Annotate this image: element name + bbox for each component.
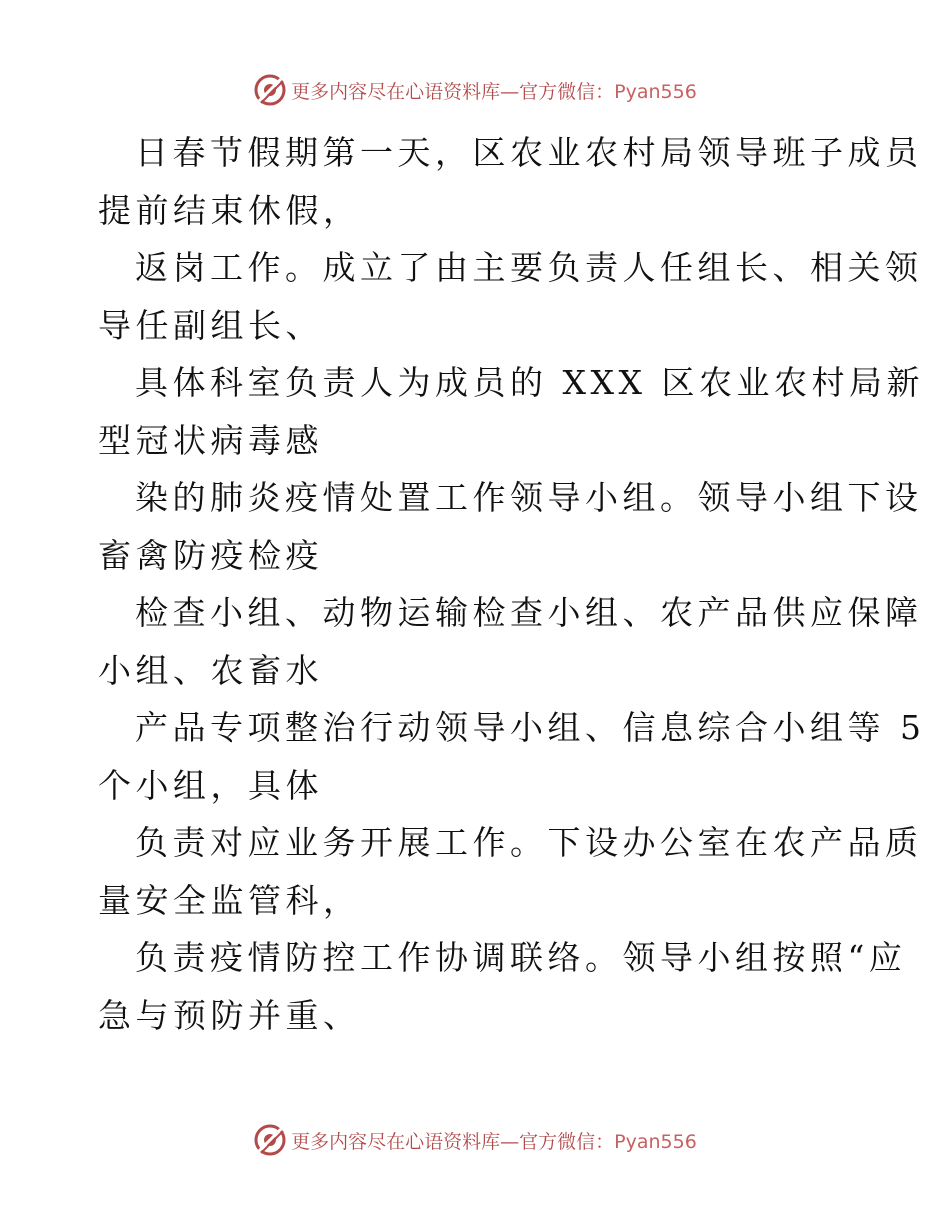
paragraph (98, 929, 907, 1044)
paragraph-line: 负责疫情防控工作协调联络。领导小组按照“应 (135, 938, 907, 977)
paragraph (98, 584, 923, 699)
paragraph-line: 负责对应业务开展工作。下设办公室在农产品质 (135, 823, 923, 862)
header-watermark-handle: Pyan556 (614, 80, 697, 103)
logo-icon (253, 1123, 287, 1157)
paragraph-line: 日春节假期第一天，区农业农村局领导班子成员 (135, 133, 923, 172)
paragraph-line: 型冠状病毒感 (98, 420, 323, 460)
footer-watermark-banner (0, 1120, 950, 1160)
paragraph (98, 354, 924, 469)
paragraph (98, 124, 923, 239)
paragraph-line: 急与预防并重、 (98, 995, 361, 1035)
paragraph-line: 畜禽防疫检疫 (98, 535, 323, 575)
header-watermark-banner (0, 70, 950, 110)
document-body (98, 124, 926, 1044)
paragraph (98, 814, 923, 929)
paragraph-line: 提前结束休假， (98, 190, 361, 230)
paragraph-line: 检查小组、动物运输检查小组、农产品供应保障 (135, 593, 923, 632)
footer-watermark-handle: Pyan556 (614, 1130, 697, 1153)
paragraph (98, 239, 923, 354)
footer-watermark-text: 更多内容尽在心语资料库—官方微信：Pyan556 (291, 1130, 697, 1153)
paragraph-line: 返岗工作。成立了由主要负责人任组长、相关领 (135, 248, 923, 287)
paragraph-line: 具体科室负责人为成员的 XXX 区农业农村局新 (135, 363, 924, 402)
header-watermark-text: 更多内容尽在心语资料库—官方微信：Pyan556 (291, 80, 697, 103)
paragraph-line: 小组、农畜水 (98, 650, 323, 690)
paragraph-line: 染的肺炎疫情处置工作领导小组。领导小组下设 (135, 478, 923, 517)
paragraph (98, 469, 923, 584)
logo-icon (253, 73, 287, 107)
paragraph-line: 产品专项整治行动领导小组、信息综合小组等 5 (135, 708, 926, 747)
paragraph (98, 699, 926, 814)
paragraph-line: 量安全监管科， (98, 880, 361, 920)
paragraph-line: 导任副组长、 (98, 305, 323, 345)
paragraph-line: 个小组，具体 (98, 765, 323, 805)
